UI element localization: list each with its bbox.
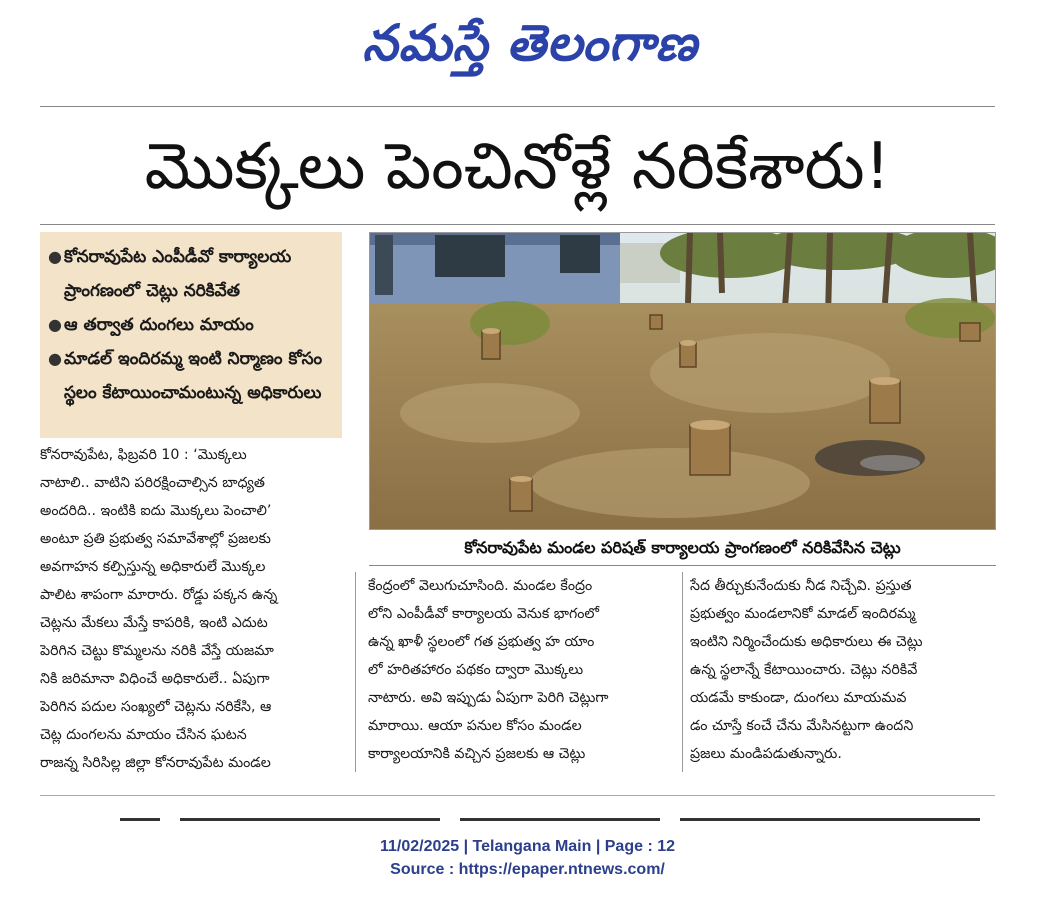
article-line: లోని ఎంపీడీవో కార్యాలయ వెనుక భాగంలో <box>368 606 600 622</box>
bullet-icon: ● <box>48 315 62 334</box>
highlight-text: మాడల్ ఇందిరమ్మ ఇంటి నిర్మాణం కోసం స్థలం కేటాయించామంటున్న అధికారులు <box>64 349 323 403</box>
news-photo <box>369 232 996 530</box>
headline-bottom-rule <box>40 224 995 225</box>
article-line: ఉన్న స్థలాన్నే కేటాయించారు. చెట్లు నరికివే <box>690 662 918 678</box>
article-line: యడమే కాకుండా, దుంగలు మాయమవ <box>690 690 907 706</box>
article-line: అందరిది.. ఇంటికి ఐదు మొక్కలు పెంచాలి’ <box>40 503 272 519</box>
headline: మొక్కలు పెంచినోళ్లే నరికేశారు! <box>144 130 891 204</box>
article-line: ప్రభుత్వం మండలానికో మాడల్ ఇందిరమ్మ <box>690 606 916 622</box>
article-line: లో హరితహారం పథకం ద్వారా మొక్కలు <box>368 662 584 678</box>
article-column-3 <box>690 572 995 768</box>
column-divider <box>682 572 683 772</box>
article-line: డం చూస్తే కంచే చేను మేసినట్టుగా ఉందని <box>690 718 914 734</box>
highlights-box <box>40 232 342 438</box>
article-line: చెట్ల దుంగలను మాయం చేసిన ఘటన <box>40 727 247 743</box>
article-line: పెరిగిన చెట్టు కొమ్మలను నరికి వేస్తే యజమా <box>40 643 274 659</box>
article-line: అవగాహన కల్పిస్తున్న అధికారులే మొక్కల <box>40 559 266 575</box>
headline-top-rule <box>40 106 995 107</box>
article-line: కార్యాలయానికి వచ్చిన ప్రజలకు ఆ చెట్లు <box>368 746 586 762</box>
article-line: అంటూ ప్రతి ప్రభుత్వ సమావేశాల్లో ప్రజలకు <box>40 531 271 547</box>
article-line: రాజన్న సిరిసిల్ల జిల్లా కోనరావుపేట మండల <box>40 755 271 771</box>
highlight-item <box>48 342 334 410</box>
article-line: చెట్లను మేకలు మేస్తే కాపరికి, ఇంటి ఎదుట <box>40 615 268 631</box>
article-line: సేద తీర్చుకునేందుకు నీడ నిచ్చేవి. ప్రస్తుత <box>690 578 912 594</box>
article-column-1 <box>40 441 342 777</box>
footer-source: Source : https://epaper.ntnews.com/ <box>390 861 665 878</box>
article-line: నికి జరిమానా విధించే అధికారులే.. ఏపుగా <box>40 671 270 687</box>
highlight-item <box>48 240 334 308</box>
article-line: పాలిట శాపంగా మారారు. రోడ్డు పక్కన ఉన్న <box>40 587 278 603</box>
bottom-rule <box>40 795 995 796</box>
footer-date-page: 11/02/2025 | Telangana Main | Page : 12 <box>379 838 676 855</box>
bullet-icon: ● <box>48 247 62 266</box>
article-line: మారాయి. ఆయా పనుల కోసం మండల <box>368 718 582 734</box>
newspaper-masthead: నమస్తే తెలంగాణ <box>362 14 698 72</box>
article-line: కోనరావుపేట, ఫిబ్రవరి 10 : ‘మొక్కలు <box>40 447 247 463</box>
highlight-text: కోనరావుపేట ఎంపీడీవో కార్యాలయ ప్రాంగణంలో చెట్లు నరికివేత <box>64 247 292 301</box>
highlight-item <box>48 308 334 342</box>
article-line: కేంద్రంలో వెలుగుచూసింది. మండల కేంద్రం <box>368 578 593 594</box>
column-divider <box>355 572 356 772</box>
article-line: పెరిగిన పదుల సంఖ్యలో చెట్లను నరికేసి, ఆ <box>40 699 272 715</box>
article-line: నాటాలి.. వాటిని పరిరక్షించాల్సిన బాధ్యత <box>40 475 265 491</box>
article-line: ప్రజలు మండిపడుతున్నారు. <box>690 746 842 762</box>
article-line: ఉన్న ఖాళీ స్థలంలో గత ప్రభుత్వ హ యాం <box>368 634 595 650</box>
bullet-icon: ● <box>48 349 62 368</box>
next-story-fragment <box>120 816 995 824</box>
article-column-2 <box>368 572 673 768</box>
tree-stumps-photo <box>370 233 996 530</box>
photo-caption: కోనరావుపేట మండల పరిషత్ కార్యాలయ ప్రాంగణంలో నరికివేసిన చెట్లు <box>369 531 996 566</box>
article-line: ఇంటిని నిర్మించేందుకు అధికారులు ఈ చెట్లు <box>690 634 923 650</box>
highlight-text: ఆ తర్వాత దుంగలు మాయం <box>64 315 254 335</box>
article-line: నాటారు. అవి ఇప్పుడు ఏపుగా పెరిగి చెట్లుగా <box>368 690 609 706</box>
